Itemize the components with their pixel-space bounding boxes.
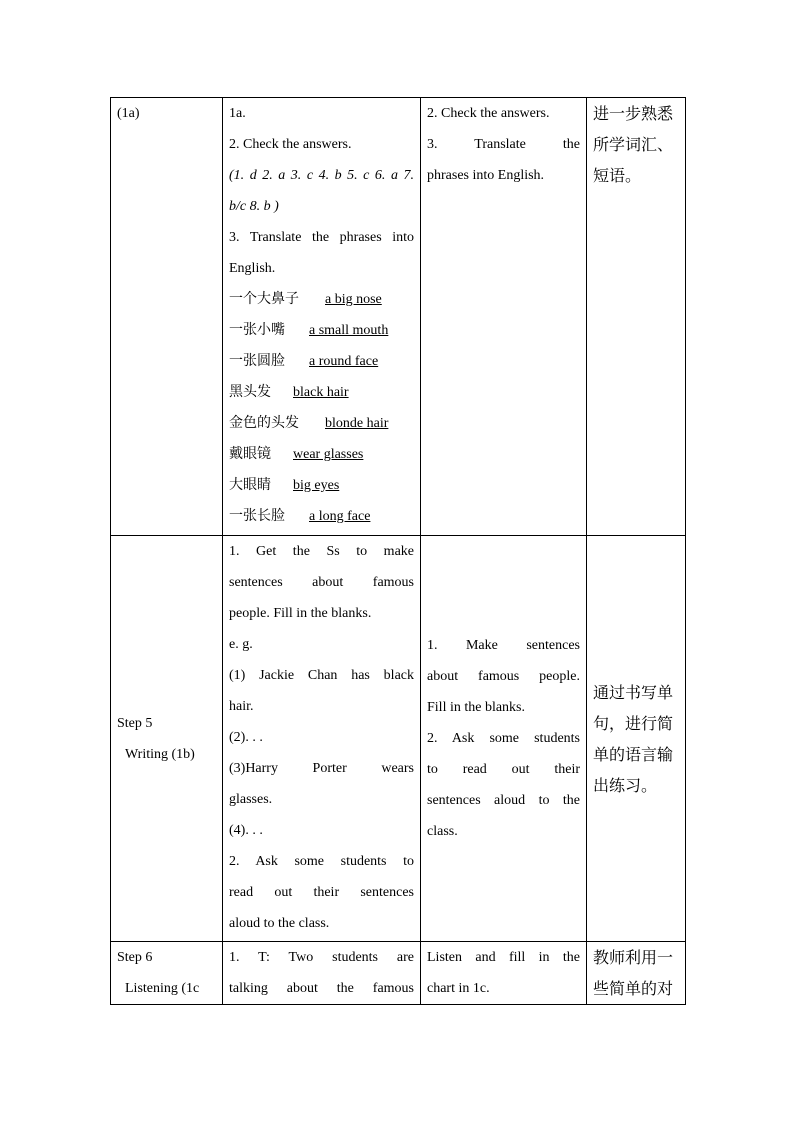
step-cell: [111, 536, 223, 942]
step-cell: [111, 942, 223, 1005]
text-line: 3. Translate the phrases into: [229, 230, 414, 245]
step-label: Writing (1b): [125, 746, 195, 762]
vocab-chinese: 一张长脸: [229, 508, 285, 524]
vocab-item: [229, 470, 414, 501]
text-line: sentences aloud to the: [427, 793, 580, 808]
text-line: (1) Jackie Chan has black: [229, 668, 414, 683]
text-line: chart in 1c.: [427, 981, 490, 996]
text-line: 单的语言输: [593, 744, 674, 764]
text-line: talking about the famous: [229, 981, 414, 996]
design-intent-cell: [587, 536, 686, 942]
text-line: to read out their: [427, 762, 580, 777]
text-line: 1. Get the Ss to make: [229, 544, 414, 559]
text-line: phrases into English.: [427, 168, 545, 183]
vocab-english: big eyes: [293, 478, 340, 493]
vocab-item: [229, 501, 414, 532]
text-line: 2. Check the answers.: [229, 137, 352, 152]
text-line: 短语。: [593, 166, 642, 185]
text-line: class.: [427, 824, 458, 839]
vocab-item: [229, 377, 414, 408]
vocab-item: [229, 284, 414, 315]
student-activity-cell: [421, 536, 587, 942]
step-label: (1a): [117, 106, 140, 121]
text-line: read out their sentences: [229, 885, 414, 900]
text-line: Fill in the blanks.: [427, 700, 525, 715]
answer-key-line: (1. d 2. a 3. c 4. b 5. c 6. a 7.: [229, 168, 414, 183]
student-activity-cell: [421, 98, 587, 536]
answer-key-line: b/c 8. b ): [229, 199, 279, 214]
table-row: [111, 536, 686, 942]
vocab-item: [229, 439, 414, 470]
teacher-activity-cell: [223, 98, 421, 536]
text-line: (2). . .: [229, 730, 263, 745]
teacher-activity-cell: [223, 536, 421, 942]
text-line: 1a.: [229, 106, 246, 121]
vocab-english: a round face: [309, 354, 379, 369]
step-cell: [111, 98, 223, 536]
text-line: 句，进行简: [593, 713, 674, 733]
table-row: [111, 98, 686, 536]
text-line: 些简单的对: [593, 979, 674, 998]
text-line: (4). . .: [229, 823, 263, 838]
text-line: 3. Translate the: [427, 137, 580, 152]
text-line: 出练习。: [593, 775, 658, 795]
text-line: 1. Make sentences: [427, 638, 580, 653]
vocab-item: [229, 346, 414, 377]
text-line: 2. Check the answers.: [427, 106, 550, 121]
vocab-english: black hair: [293, 385, 349, 400]
text-line: English.: [229, 261, 276, 276]
vocab-chinese: 大眼睛: [229, 477, 271, 493]
vocab-chinese: 戴眼镜: [229, 446, 271, 462]
vocab-english: wear glasses: [293, 447, 364, 462]
text-line: sentences about famous: [229, 575, 414, 590]
design-intent-cell: [587, 942, 686, 1005]
student-activity-cell: [421, 942, 587, 1005]
vocab-english: a small mouth: [309, 323, 389, 338]
vocabulary-list: [229, 284, 414, 532]
text-line: 2. Ask some students to: [229, 854, 414, 869]
step-label: Step 5: [117, 715, 153, 731]
text-line: 1. T: Two students are: [229, 950, 414, 965]
step-label: Step 6: [117, 950, 153, 965]
table-row: [111, 942, 686, 1005]
text-line: e. g.: [229, 637, 253, 652]
lesson-plan-table: [110, 97, 686, 1005]
vocab-item: [229, 408, 414, 439]
vocab-chinese: 一张圆脸: [229, 353, 285, 369]
text-line: 通过书写单: [593, 682, 674, 702]
vocab-english: a long face: [309, 509, 371, 524]
vocab-chinese: 金色的头发: [229, 415, 299, 431]
text-line: 2. Ask some students: [427, 731, 580, 746]
text-line: Listen and fill in the: [427, 950, 580, 965]
vocab-chinese: 一个大鼻子: [229, 291, 299, 307]
vocab-english: blonde hair: [325, 416, 389, 431]
vocab-item: [229, 315, 414, 346]
text-line: glasses.: [229, 792, 273, 807]
text-line: 所学词汇、: [593, 135, 674, 154]
text-line: about famous people.: [427, 669, 580, 684]
text-line: 进一步熟悉: [593, 104, 674, 123]
text-line: hair.: [229, 699, 254, 714]
step-label: Listening (1c: [125, 981, 200, 996]
text-line: aloud to the class.: [229, 916, 330, 931]
text-line: (3)Harry Porter wears: [229, 761, 414, 776]
vocab-chinese: 黑头发: [229, 384, 271, 400]
teacher-activity-cell: [223, 942, 421, 1005]
text-line: 教师利用一: [593, 948, 674, 967]
vocab-chinese: 一张小嘴: [229, 322, 285, 338]
vocab-english: a big nose: [325, 292, 382, 307]
text-line: people. Fill in the blanks.: [229, 606, 372, 621]
design-intent-cell: [587, 98, 686, 536]
